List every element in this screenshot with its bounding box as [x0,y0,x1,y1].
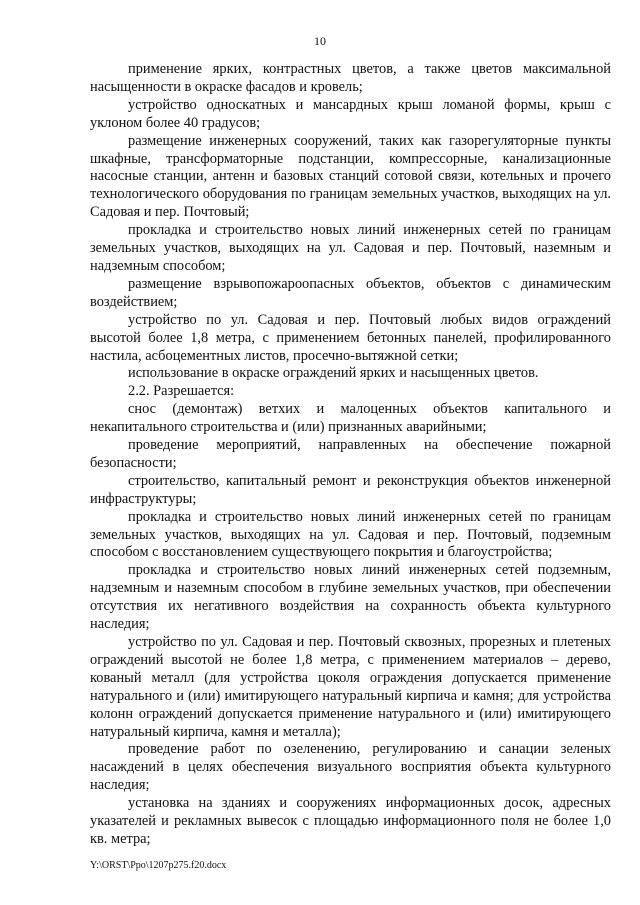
paragraph: снос (демонтаж) ветхих и малоценных объектов капитального и некапитального строительства и (или) признанных аварийными; [90,401,611,436]
paragraph: строительство, капитальный ремонт и реконструкция объектов инженерной инфраструктуры; [90,472,611,507]
paragraph: проведение мероприятий, направленных на обеспечение пожарной безопасности; [90,437,611,471]
document-body [90,61,611,849]
page-number: 10 [314,34,326,48]
paragraph: использование в окраске ограждений ярких и насыщенных цветов. [128,365,539,382]
paragraph: проведение работ по озеленению, регулированию и санации зеленых насаждений в целях обеспечения визуального восприятия объекта культурного наследия; [90,741,611,794]
paragraph: установка на зданиях и сооружениях информационных досок, адресных указателей и рекламных вывесок с площадью информационного поля не более 1,0 кв. метра; [90,795,611,847]
paragraph: устройство односкатных и мансардных крыш ломаной формы, крыш с уклоном более 40 градусов; [90,96,611,131]
paragraph: прокладка и строительство новых линий инженерных сетей по границам земельных участков, выходящих на ул. Садовая и пер. Почтовый, подземным способом с восстановлением существующего покрытия и благоустройства; [90,508,611,561]
paragraph: размещение взрывопожароопасных объектов, объектов с динамическим воздействием; [90,275,611,310]
paragraph: применение ярких, контрастных цветов, а также цветов максимальной насыщенности в окраске фасадов и кровель; [90,61,611,95]
footer-file-path: Y:\ORST\Ppo\1207p275.f20.docx [90,860,227,871]
paragraph: устройство по ул. Садовая и пер. Почтовый сквозных, прорезных и плетеных ограждений высотой не более 1,8 метра, с применением материалов – дерево, кованый металл (для устройства цоколя ограждения допускается применение натурального и (или) имитирующего натуральный кирпича и камня; для устройства колонн ограждений допускается применение натурального и (или) имитирующего натуральный кирпича, камня и металла); [90,634,611,740]
paragraph: размещение инженерных сооружений, таких как газорегуляторные пункты шкафные, трансформаторные подстанции, компрессорные, канализационные насосные станции, антенн и базовых станций сотовой связи, котельных и прочего технологического оборудования по границам земельных участков, выходящих на ул. Садовая и пер. Почтовый; [90,132,611,221]
paragraph: прокладка и строительство новых линий инженерных сетей подземным, надземным и наземным способом в глубине земельных участков, при обеспечении отсутствия их негативного воздействия на сохранность объекта культурного наследия; [90,562,611,633]
section-heading: 2.2. Разрешается: [128,383,235,400]
paragraph: устройство по ул. Садовая и пер. Почтовый любых видов ограждений высотой более 1,8 метра, с применением бетонных панелей, профилированного настила, асбоцементных листов, просечно-вытяжной сетки; [90,311,611,364]
paragraph: прокладка и строительство новых линий инженерных сетей по границам земельных участков, выходящих на ул. Садовая и пер. Почтовый, наземным и надземным способом; [90,222,611,274]
